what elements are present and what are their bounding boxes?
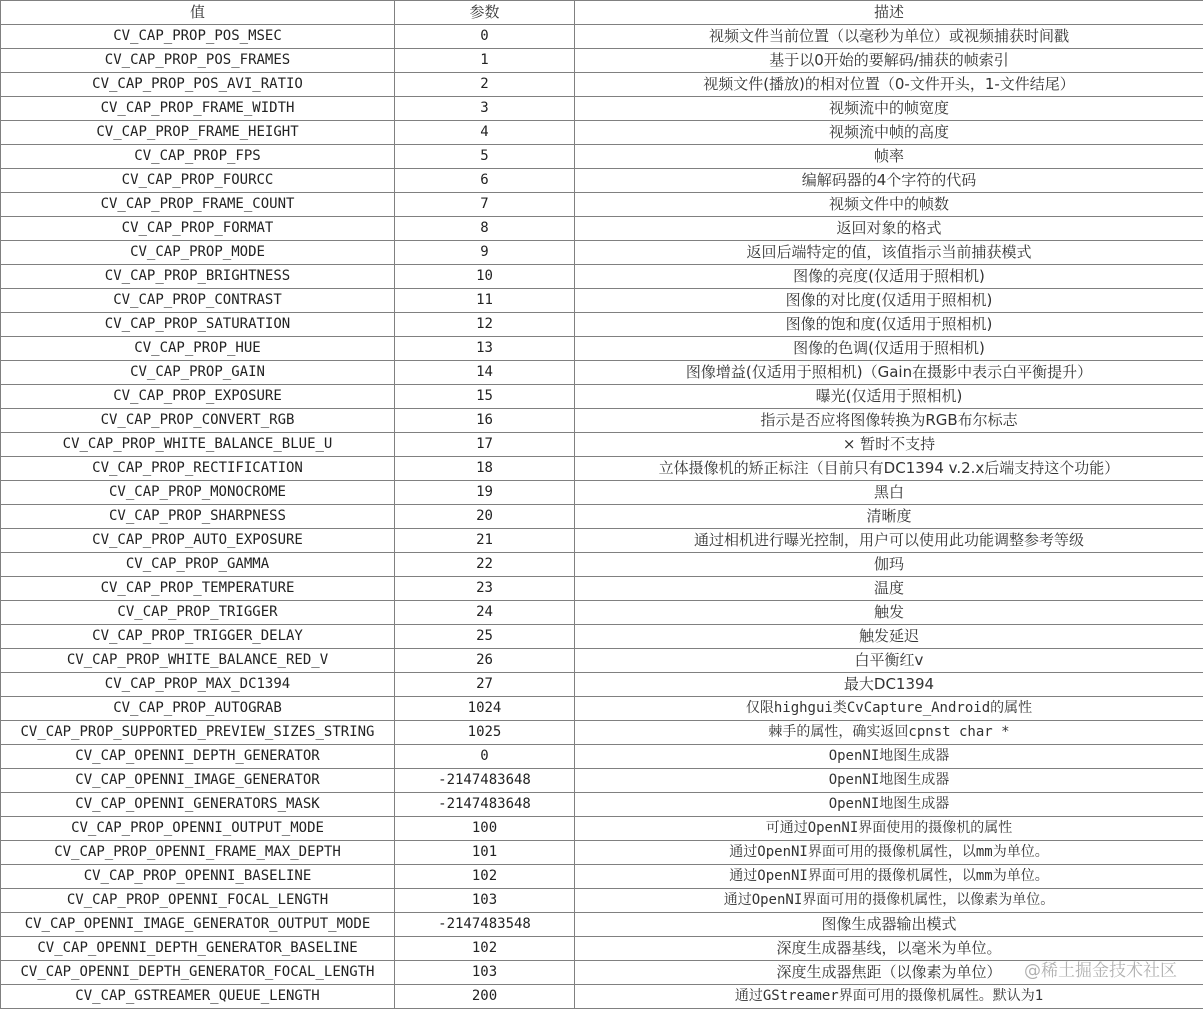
- cell-value: CV_CAP_PROP_FPS: [1, 145, 395, 169]
- table-row: [1, 313, 1203, 337]
- cell-param: 103: [395, 961, 575, 985]
- cell-value: CV_CAP_PROP_BRIGHTNESS: [1, 265, 395, 289]
- table-row: [1, 865, 1203, 889]
- table-row: [1, 961, 1203, 985]
- cell-desc: 可通过OpenNI界面使用的摄像机的属性: [575, 817, 1203, 841]
- cell-param: 21: [395, 529, 575, 553]
- table-row: [1, 121, 1203, 145]
- table-row: [1, 433, 1203, 457]
- cell-param: 23: [395, 577, 575, 601]
- cell-value: CV_CAP_OPENNI_DEPTH_GENERATOR_FOCAL_LENGTH: [1, 961, 395, 985]
- cell-param: 1: [395, 49, 575, 73]
- cell-desc: 立体摄像机的矫正标注（目前只有DC1394 v.2.x后端支持这个功能）: [575, 457, 1203, 481]
- table-row: [1, 649, 1203, 673]
- table-row: [1, 265, 1203, 289]
- cell-desc: 触发: [575, 601, 1203, 625]
- cell-value: CV_CAP_OPENNI_GENERATORS_MASK: [1, 793, 395, 817]
- table-row: [1, 289, 1203, 313]
- cell-param: 101: [395, 841, 575, 865]
- cell-desc: 视频文件中的帧数: [575, 193, 1203, 217]
- table-row: [1, 529, 1203, 553]
- table-row: [1, 793, 1203, 817]
- cell-desc: 通过OpenNI界面可用的摄像机属性，以mm为单位。: [575, 841, 1203, 865]
- cell-value: CV_CAP_PROP_TRIGGER_DELAY: [1, 625, 395, 649]
- cell-param: 102: [395, 865, 575, 889]
- cell-desc: 通过OpenNI界面可用的摄像机属性，以像素为单位。: [575, 889, 1203, 913]
- cell-param: -2147483548: [395, 913, 575, 937]
- table-row: [1, 697, 1203, 721]
- cell-param: 200: [395, 985, 575, 1009]
- cell-value: CV_CAP_PROP_HUE: [1, 337, 395, 361]
- cell-value: CV_CAP_PROP_OPENNI_OUTPUT_MODE: [1, 817, 395, 841]
- cell-desc: 视频流中帧的高度: [575, 121, 1203, 145]
- table-row: [1, 169, 1203, 193]
- cell-param: 3: [395, 97, 575, 121]
- table-row: [1, 577, 1203, 601]
- cell-desc: 通过GStreamer界面可用的摄像机属性。默认为1: [575, 985, 1203, 1009]
- cell-param: 9: [395, 241, 575, 265]
- table-row: [1, 409, 1203, 433]
- cell-value: CV_CAP_GSTREAMER_QUEUE_LENGTH: [1, 985, 395, 1009]
- table-row: [1, 337, 1203, 361]
- table-row: [1, 721, 1203, 745]
- cell-param: 0: [395, 745, 575, 769]
- column-header-param: 参数: [395, 1, 575, 25]
- cell-value: CV_CAP_PROP_FRAME_COUNT: [1, 193, 395, 217]
- cell-param: 14: [395, 361, 575, 385]
- cell-value: CV_CAP_PROP_MODE: [1, 241, 395, 265]
- table-row: [1, 913, 1203, 937]
- cell-param: 0: [395, 25, 575, 49]
- table-row: [1, 985, 1203, 1009]
- table-row: [1, 241, 1203, 265]
- cell-value: CV_CAP_PROP_AUTOGRAB: [1, 697, 395, 721]
- table-header: [1, 1, 1203, 25]
- cell-value: CV_CAP_PROP_WHITE_BALANCE_BLUE_U: [1, 433, 395, 457]
- cell-desc: 基于以0开始的要解码/捕获的帧索引: [575, 49, 1203, 73]
- cell-param: 5: [395, 145, 575, 169]
- cell-desc: 图像生成器输出模式: [575, 913, 1203, 937]
- column-header-value: 值: [1, 1, 395, 25]
- cell-value: CV_CAP_PROP_TEMPERATURE: [1, 577, 395, 601]
- cell-value: CV_CAP_PROP_WHITE_BALANCE_RED_V: [1, 649, 395, 673]
- table-row: [1, 625, 1203, 649]
- cell-desc: 图像的亮度(仅适用于照相机): [575, 265, 1203, 289]
- cell-param: 24: [395, 601, 575, 625]
- cell-desc: 通过相机进行曝光控制，用户可以使用此功能调整参考等级: [575, 529, 1203, 553]
- cell-desc: 图像的对比度(仅适用于照相机): [575, 289, 1203, 313]
- cell-desc: OpenNI地图生成器: [575, 793, 1203, 817]
- table-row: [1, 889, 1203, 913]
- cell-desc: 视频文件(播放)的相对位置（0-文件开头，1-文件结尾）: [575, 73, 1203, 97]
- cell-param: 20: [395, 505, 575, 529]
- cell-value: CV_CAP_PROP_CONTRAST: [1, 289, 395, 313]
- cell-desc: OpenNI地图生成器: [575, 769, 1203, 793]
- cell-value: CV_CAP_OPENNI_DEPTH_GENERATOR: [1, 745, 395, 769]
- cell-param: 22: [395, 553, 575, 577]
- cell-desc: 视频文件当前位置（以毫秒为单位）或视频捕获时间戳: [575, 25, 1203, 49]
- cell-value: CV_CAP_PROP_MAX_DC1394: [1, 673, 395, 697]
- cell-param: 13: [395, 337, 575, 361]
- cell-desc: 图像的色调(仅适用于照相机): [575, 337, 1203, 361]
- cell-value: CV_CAP_PROP_SHARPNESS: [1, 505, 395, 529]
- cell-value: CV_CAP_PROP_TRIGGER: [1, 601, 395, 625]
- table-row: [1, 385, 1203, 409]
- cell-desc: 温度: [575, 577, 1203, 601]
- cell-value: CV_CAP_PROP_FORMAT: [1, 217, 395, 241]
- cell-value: CV_CAP_PROP_MONOCROME: [1, 481, 395, 505]
- table-row: [1, 97, 1203, 121]
- cell-desc: 黑白: [575, 481, 1203, 505]
- table-row: [1, 601, 1203, 625]
- cell-value: CV_CAP_PROP_SUPPORTED_PREVIEW_SIZES_STRING: [1, 721, 395, 745]
- cell-param: 8: [395, 217, 575, 241]
- cell-param: 7: [395, 193, 575, 217]
- cell-param: 103: [395, 889, 575, 913]
- table-row: [1, 817, 1203, 841]
- cell-param: 12: [395, 313, 575, 337]
- cell-param: 25: [395, 625, 575, 649]
- cell-desc: 深度生成器基线，以毫米为单位。: [575, 937, 1203, 961]
- cell-desc: 棘手的属性，确实返回cpnst char *: [575, 721, 1203, 745]
- cell-param: 1025: [395, 721, 575, 745]
- table-row: [1, 145, 1203, 169]
- table-row: [1, 49, 1203, 73]
- table-row: [1, 73, 1203, 97]
- cell-desc: 清晰度: [575, 505, 1203, 529]
- table-row: [1, 673, 1203, 697]
- cell-value: CV_CAP_PROP_POS_MSEC: [1, 25, 395, 49]
- cell-value: CV_CAP_PROP_FRAME_HEIGHT: [1, 121, 395, 145]
- cell-param: 19: [395, 481, 575, 505]
- watermark: @稀土掘金技术社区: [1024, 961, 1177, 981]
- cell-value: CV_CAP_PROP_GAMMA: [1, 553, 395, 577]
- table-row: [1, 217, 1203, 241]
- cell-desc: 通过OpenNI界面可用的摄像机属性，以mm为单位。: [575, 865, 1203, 889]
- cell-desc: 白平衡红v: [575, 649, 1203, 673]
- cell-value: CV_CAP_PROP_FOURCC: [1, 169, 395, 193]
- table-row: [1, 481, 1203, 505]
- cell-desc: 触发延迟: [575, 625, 1203, 649]
- cell-value: CV_CAP_PROP_RECTIFICATION: [1, 457, 395, 481]
- table-row: [1, 553, 1203, 577]
- cell-param: 6: [395, 169, 575, 193]
- table-row: [1, 457, 1203, 481]
- cell-value: CV_CAP_PROP_POS_AVI_RATIO: [1, 73, 395, 97]
- cell-value: CV_CAP_OPENNI_DEPTH_GENERATOR_BASELINE: [1, 937, 395, 961]
- cell-param: 2: [395, 73, 575, 97]
- cell-param: 26: [395, 649, 575, 673]
- cell-value: CV_CAP_PROP_AUTO_EXPOSURE: [1, 529, 395, 553]
- table-row: [1, 193, 1203, 217]
- cell-desc: 仅限highgui类CvCapture_Android的属性: [575, 697, 1203, 721]
- cell-desc: 返回对象的格式: [575, 217, 1203, 241]
- table-row: [1, 25, 1203, 49]
- cell-param: 27: [395, 673, 575, 697]
- cell-param: -2147483648: [395, 793, 575, 817]
- cell-value: CV_CAP_PROP_EXPOSURE: [1, 385, 395, 409]
- cell-desc: 指示是否应将图像转换为RGB布尔标志: [575, 409, 1203, 433]
- cell-param: 4: [395, 121, 575, 145]
- cell-desc: 图像增益(仅适用于照相机)（Gain在摄影中表示白平衡提升）: [575, 361, 1203, 385]
- cell-value: CV_CAP_PROP_POS_FRAMES: [1, 49, 395, 73]
- cell-desc: 图像的饱和度(仅适用于照相机): [575, 313, 1203, 337]
- cell-param: 1024: [395, 697, 575, 721]
- cell-desc: 曝光(仅适用于照相机): [575, 385, 1203, 409]
- table-row: [1, 841, 1203, 865]
- cell-desc: OpenNI地图生成器: [575, 745, 1203, 769]
- cell-param: 11: [395, 289, 575, 313]
- cell-param: 15: [395, 385, 575, 409]
- table-row: [1, 505, 1203, 529]
- cell-param: 102: [395, 937, 575, 961]
- cell-param: 16: [395, 409, 575, 433]
- cell-value: CV_CAP_PROP_CONVERT_RGB: [1, 409, 395, 433]
- header-row: [1, 1, 1203, 25]
- cell-value: CV_CAP_OPENNI_IMAGE_GENERATOR: [1, 769, 395, 793]
- table-row: [1, 937, 1203, 961]
- cell-desc: 最大DC1394: [575, 673, 1203, 697]
- cell-desc: × 暂时不支持: [575, 433, 1203, 457]
- table-row: [1, 769, 1203, 793]
- cell-value: CV_CAP_PROP_GAIN: [1, 361, 395, 385]
- cell-value: CV_CAP_OPENNI_IMAGE_GENERATOR_OUTPUT_MODE: [1, 913, 395, 937]
- table-body: [1, 25, 1203, 1009]
- cell-param: 18: [395, 457, 575, 481]
- cell-desc: 深度生成器焦距（以像素为单位）: [575, 961, 1203, 985]
- cell-value: CV_CAP_PROP_OPENNI_FOCAL_LENGTH: [1, 889, 395, 913]
- cell-value: CV_CAP_PROP_OPENNI_BASELINE: [1, 865, 395, 889]
- cell-desc: 视频流中的帧宽度: [575, 97, 1203, 121]
- cell-param: 10: [395, 265, 575, 289]
- cell-param: 17: [395, 433, 575, 457]
- cell-value: CV_CAP_PROP_FRAME_WIDTH: [1, 97, 395, 121]
- cell-desc: 伽玛: [575, 553, 1203, 577]
- table-row: [1, 745, 1203, 769]
- table-row: [1, 361, 1203, 385]
- column-header-desc: 描述: [575, 1, 1203, 25]
- cell-desc: 帧率: [575, 145, 1203, 169]
- cell-desc: 返回后端特定的值，该值指示当前捕获模式: [575, 241, 1203, 265]
- cell-desc: 编解码器的4个字符的代码: [575, 169, 1203, 193]
- cell-value: CV_CAP_PROP_SATURATION: [1, 313, 395, 337]
- cell-param: 100: [395, 817, 575, 841]
- cell-value: CV_CAP_PROP_OPENNI_FRAME_MAX_DEPTH: [1, 841, 395, 865]
- cell-param: -2147483648: [395, 769, 575, 793]
